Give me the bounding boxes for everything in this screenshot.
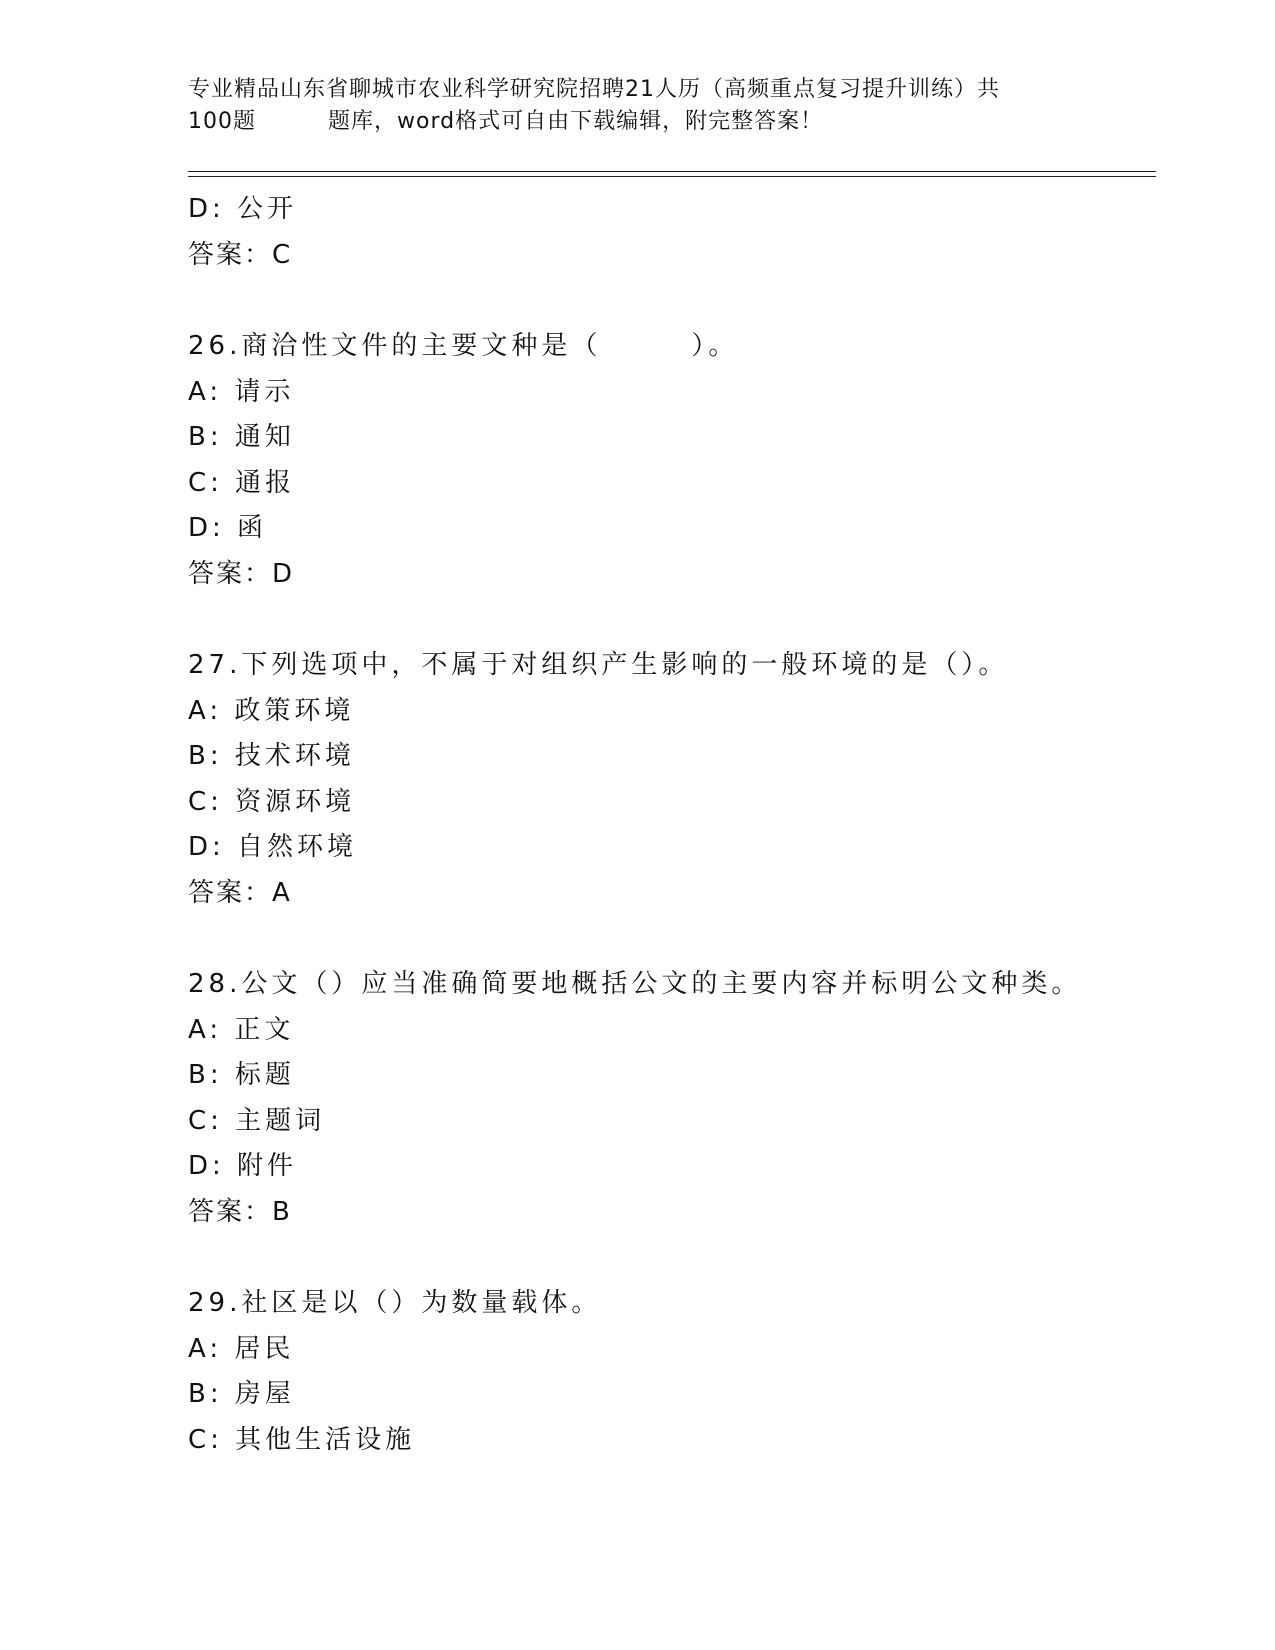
question-stem: 29.社区是以（）为数量载体。 xyxy=(188,1288,602,1318)
question-26 xyxy=(188,324,1148,597)
option-a: A: 请示 xyxy=(188,376,295,407)
answer: 答案：A xyxy=(188,877,292,908)
header-subtitle: 题库，word格式可自由下载编辑，附完整答案！ xyxy=(328,109,824,134)
answer: 答案：D xyxy=(188,558,295,589)
option-c: C: 通报 xyxy=(188,467,296,498)
option-b: B: 房屋 xyxy=(188,1379,295,1409)
question-stem: 26.商洽性文件的主要文种是（ ）。 xyxy=(188,331,739,361)
question-27 xyxy=(188,643,1148,916)
question-28 xyxy=(188,962,1148,1235)
answer: 答案：C xyxy=(188,239,293,270)
option-d: D: 附件 xyxy=(188,1151,298,1181)
header-title-line1: 专业精品山东省聊城市农业科学研究院招聘21人历（高频重点复习提升训练）共 xyxy=(188,77,1000,102)
question-stem: 28.公文（）应当准确简要地概括公文的主要内容并标明公文种类。 xyxy=(188,969,1082,999)
option-c: C: 主题词 xyxy=(188,1105,326,1136)
option-b: B: 标题 xyxy=(188,1060,295,1090)
option-d: D: 自然环境 xyxy=(188,832,358,862)
option-b: B: 技术环境 xyxy=(188,741,355,771)
option-a: A: 政策环境 xyxy=(188,695,355,726)
header-title-line2 xyxy=(188,106,1088,138)
option-c: C: 其他生活设施 xyxy=(188,1424,416,1455)
question-stem: 27.下列选项中，不属于对组织产生影响的一般环境的是（）。 xyxy=(188,650,1009,680)
question-29 xyxy=(188,1281,1148,1463)
option-a: A: 居民 xyxy=(188,1333,295,1364)
option-b: B: 通知 xyxy=(188,422,295,452)
document-header xyxy=(188,74,1088,138)
option-a: A: 正文 xyxy=(188,1014,295,1045)
option-d: D: 公开 xyxy=(188,194,298,224)
option-d: D: 函 xyxy=(188,513,268,543)
option-c: C: 资源环境 xyxy=(188,786,356,817)
question-list xyxy=(188,187,1148,1463)
header-divider-top xyxy=(188,171,1156,172)
header-question-count: 100题 xyxy=(188,109,256,134)
header-divider-bottom xyxy=(188,176,1156,177)
answer: 答案：B xyxy=(188,1196,292,1227)
